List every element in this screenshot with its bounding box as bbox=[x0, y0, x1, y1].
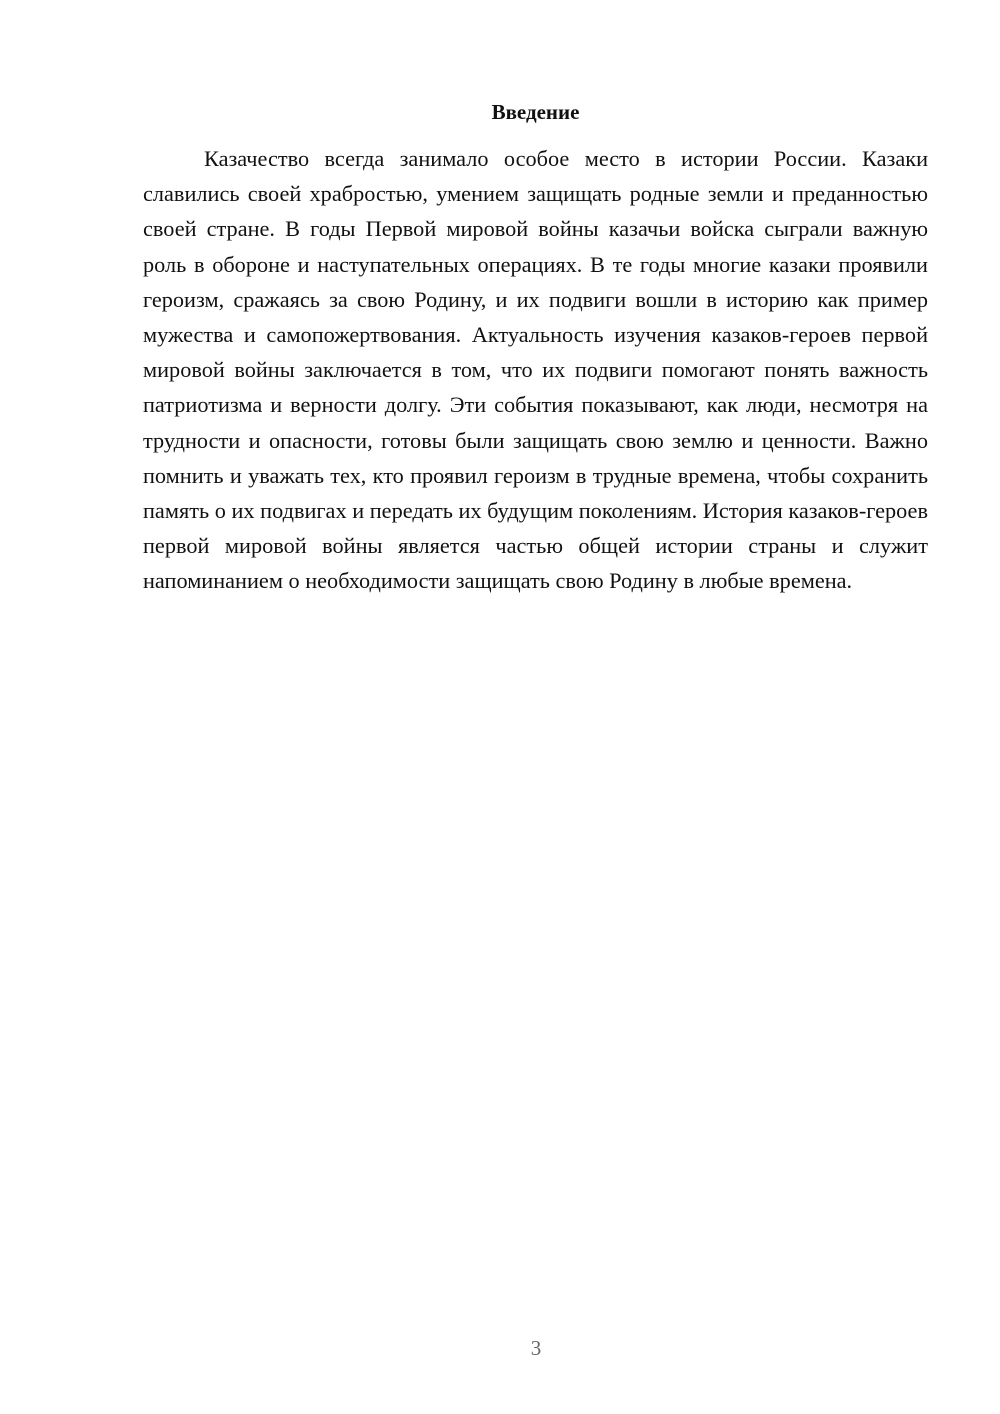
page-number: 3 bbox=[530, 1336, 542, 1360]
introduction-paragraph: Казачество всегда занимало особое место в истории России. Казаки славились своей храбростью, умением защищать родные земли и преданностью своей стране. В годы Первой мировой войны казачьи войска сыграли важную роль в обороне и наступательных операциях. В те годы многие казаки проявили героизм, сражаясь за свою Родину, и их подвиги вошли в историю как пример мужества и самопожертвования. Актуальность изучения казаков-героев первой мировой войны заключается в том, что их подвиги помогают понять важность патриотизма и верности долгу. Эти события показывают, как люди, несмотря на трудности и опасности, готовы были защищать свою землю и ценности. Важно помнить и уважать тех, кто проявил героизм в трудные времена, чтобы сохранить память о их подвигах и передать их будущим поколениям. История казаков-героев первой мировой войны является частью общей истории страны и служит напоминанием о необходимости защищать свою Родину в любые времена. bbox=[143, 146, 928, 594]
section-heading: Введение bbox=[491, 100, 580, 124]
